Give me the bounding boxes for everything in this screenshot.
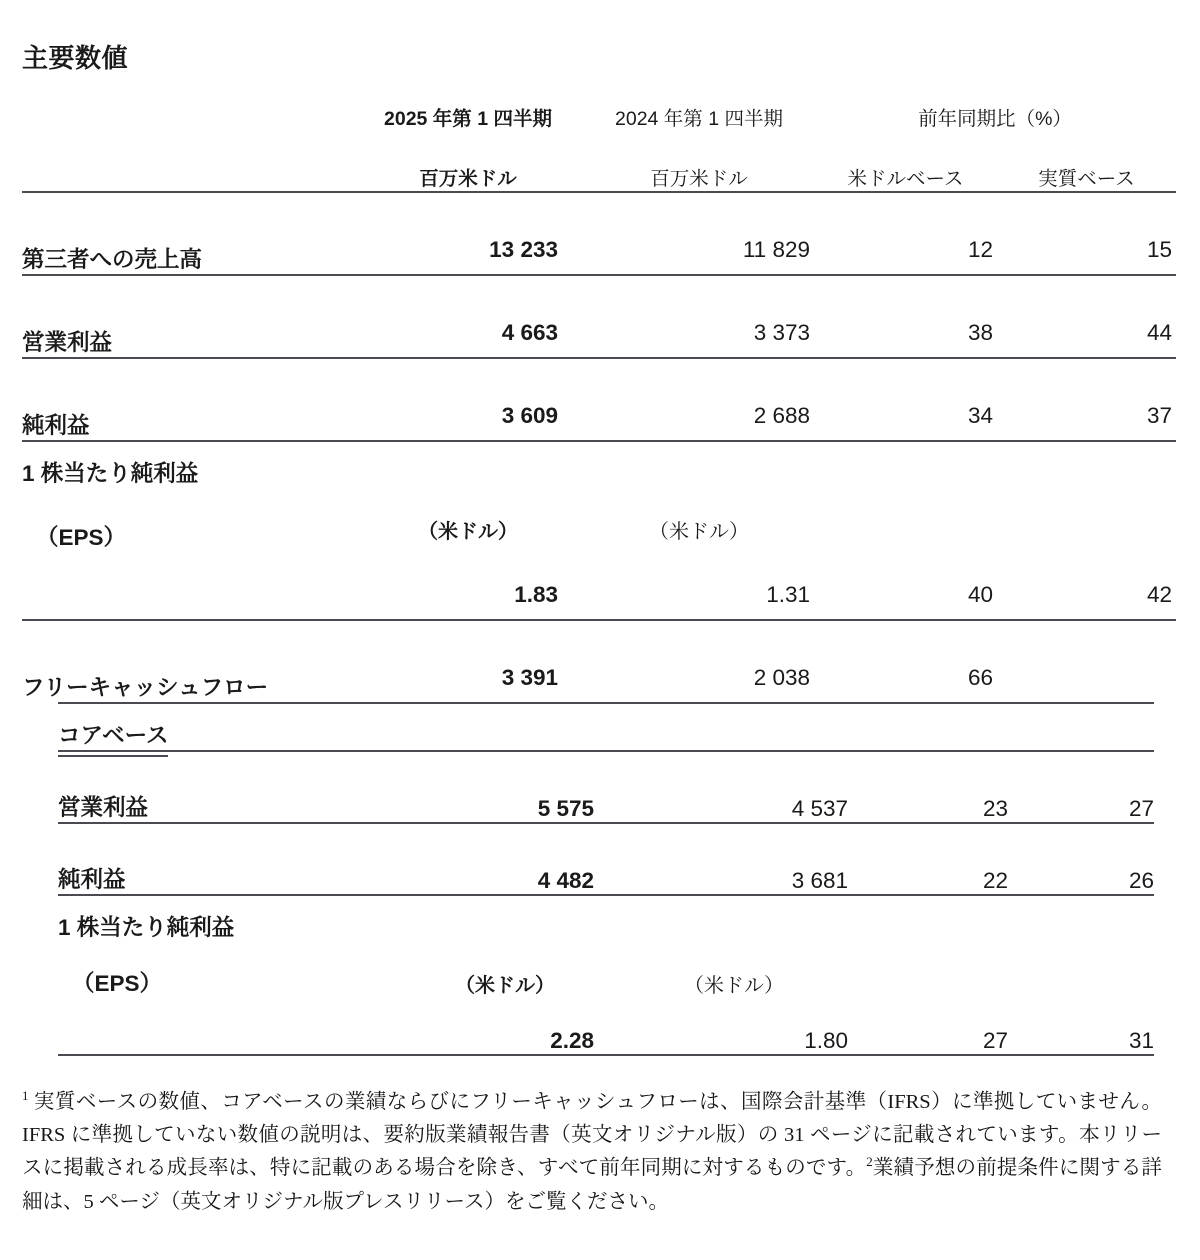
core-eps-line1-spacer-previous (620, 895, 848, 942)
cell-core-eps-usd-basis: 27 (982, 1028, 1008, 1053)
core-eps-block-line2 (58, 942, 1154, 998)
table-row (58, 823, 1154, 895)
cell-fcf-current: 3 391 (352, 620, 584, 702)
row-label-free-cash-flow: フリーキャッシュフロー (22, 620, 352, 702)
bottom-rule-current (390, 1055, 620, 1056)
core-base-table (58, 702, 1154, 1056)
cell-fcf-usd-basis: 66 (814, 620, 997, 702)
table-row (22, 192, 1176, 275)
cell-core-net-income-real-basis: 26 (1008, 823, 1154, 895)
header-unit-real-basis: 実質ベース (1038, 168, 1135, 190)
cell-fcf-previous: 2 038 (584, 620, 814, 702)
cell-sales-previous: 11 829 (584, 192, 814, 275)
eps-block-line1 (22, 441, 1176, 488)
table-row (22, 275, 1176, 358)
eps-block-line2 (22, 488, 1176, 552)
core-base-heading (58, 703, 390, 751)
table-header-period-row (22, 81, 1176, 131)
cell-operating-income-previous: 3 373 (584, 275, 814, 358)
bottom-rule-label (58, 1055, 390, 1056)
cell-net-income-real-basis: 37 (997, 358, 1176, 441)
cell-eps-previous: 1.31 (766, 582, 810, 607)
cell-core-eps-previous: 1.80 (804, 1028, 848, 1053)
row-label-eps-line2: （EPS） (36, 525, 127, 550)
bottom-rule-previous (620, 1055, 848, 1056)
cell-core-eps-current: 2.28 (550, 1028, 594, 1053)
footnote-text-2: 業績予想の前提条件に関する詳細は、5 ページ（英文オリジナル版プレスリリース）をご覧ください。 (22, 1157, 1162, 1213)
cell-eps-real-basis: 42 (1146, 582, 1172, 607)
eps-line2-spacer-real (997, 488, 1176, 552)
core-eps-values-label-blank (58, 998, 390, 1055)
cell-sales-current: 13 233 (352, 192, 584, 275)
core-eps-line1-spacer-real (1008, 895, 1154, 942)
cell-core-net-income-current: 4 482 (390, 823, 620, 895)
cell-operating-income-current: 4 663 (352, 275, 584, 358)
core-eps-block-line1 (58, 895, 1154, 942)
eps-line1-spacer-usd (814, 441, 997, 488)
cell-eps-usd-basis: 40 (967, 582, 993, 607)
core-table-bottom-rule (58, 1055, 1154, 1056)
cell-core-operating-income-current: 5 575 (390, 751, 620, 823)
core-base-heading-text: コアベース (58, 723, 168, 757)
table-row (22, 620, 1176, 702)
header-unit-previous: 百万米ドル (650, 168, 748, 190)
eps-unit-current: （米ドル） (418, 521, 518, 543)
eps-block-values (22, 552, 1176, 620)
cell-sales-usd-basis: 12 (814, 192, 997, 275)
header-period-current: 2025 年第 1 四半期 (384, 108, 552, 130)
row-label-net-income: 純利益 (22, 358, 352, 441)
row-label-core-eps-line1: 1 株当たり純利益 (58, 895, 390, 942)
core-base-section (22, 702, 1176, 1056)
footnote-marker-1: 1 (22, 1088, 29, 1104)
core-eps-block-values (58, 998, 1154, 1055)
cell-core-operating-income-real-basis: 27 (1008, 751, 1154, 823)
eps-line2-spacer-usd (814, 488, 997, 552)
header-unit-usd-basis: 米ドルベース (847, 168, 964, 190)
footnote-text-1: 実質ベースの数値、コアベースの業績ならびにフリーキャッシュフローは、国際会計基準（IFRS）に準拠していません。IFRS に準拠していない数値の説明は、要約版業績報告書（英文オリジナル版）の 31 ページに記載されています。本リリースに掲載される成長率は、特に記載のある場合を除き、すべて前年同期に対するものです。 (22, 1091, 1162, 1180)
header-unit-current: 百万米ドル (419, 168, 517, 190)
eps-line1-spacer-previous (584, 441, 814, 488)
cell-sales-real-basis: 15 (997, 192, 1176, 275)
core-eps-line2-spacer-real (1008, 942, 1154, 998)
bottom-rule-real (1008, 1055, 1154, 1056)
cell-core-eps-real-basis: 31 (1128, 1028, 1154, 1053)
table-row (22, 358, 1176, 441)
table-row (58, 751, 1154, 823)
core-eps-line2-spacer-usd (848, 942, 1008, 998)
row-label-core-operating-income: 営業利益 (58, 751, 390, 823)
cell-fcf-real-basis (997, 620, 1176, 702)
cell-eps-current: 1.83 (514, 582, 558, 607)
core-heading-spacer-usd (848, 703, 1008, 751)
cell-net-income-current: 3 609 (352, 358, 584, 441)
core-base-heading-row (58, 703, 1154, 751)
header-unit-blank (22, 131, 352, 192)
cell-core-operating-income-previous: 4 537 (620, 751, 848, 823)
row-label-sales: 第三者への売上高 (22, 192, 352, 275)
cell-net-income-previous: 2 688 (584, 358, 814, 441)
row-label-core-eps-line2: （EPS） (72, 971, 163, 996)
cell-core-operating-income-usd-basis: 23 (848, 751, 1008, 823)
core-heading-spacer-real (1008, 703, 1154, 751)
cell-core-net-income-previous: 3 681 (620, 823, 848, 895)
eps-line1-spacer-real (997, 441, 1176, 488)
cell-operating-income-usd-basis: 38 (814, 275, 997, 358)
footnote (22, 1070, 1162, 1219)
footnote-marker-2: 2 (866, 1154, 873, 1170)
cell-net-income-usd-basis: 34 (814, 358, 997, 441)
core-eps-line1-spacer-usd (848, 895, 1008, 942)
row-label-eps-line1: 1 株当たり純利益 (22, 441, 352, 488)
eps-unit-previous: （米ドル） (649, 521, 749, 543)
core-heading-spacer-previous (620, 703, 848, 751)
core-heading-spacer-current (390, 703, 620, 751)
cell-core-net-income-usd-basis: 22 (848, 823, 1008, 895)
header-label-blank (22, 81, 352, 131)
row-label-core-net-income: 純利益 (58, 823, 390, 895)
core-eps-line1-spacer-current (390, 895, 620, 942)
bottom-rule-usd (848, 1055, 1008, 1056)
core-eps-unit-current: （米ドル） (455, 975, 555, 997)
key-figures-table (22, 81, 1176, 702)
header-growth-group: 前年同期比（%） (918, 108, 1072, 130)
table-header-unit-row (22, 131, 1176, 192)
row-label-operating-income: 営業利益 (22, 275, 352, 358)
page-title: 主要数値 (22, 43, 129, 73)
cell-operating-income-real-basis: 44 (997, 275, 1176, 358)
header-period-previous: 2024 年第 1 四半期 (615, 108, 783, 130)
core-eps-unit-previous: （米ドル） (684, 975, 784, 997)
eps-values-label-blank (22, 552, 352, 620)
eps-line1-spacer-current (352, 441, 584, 488)
